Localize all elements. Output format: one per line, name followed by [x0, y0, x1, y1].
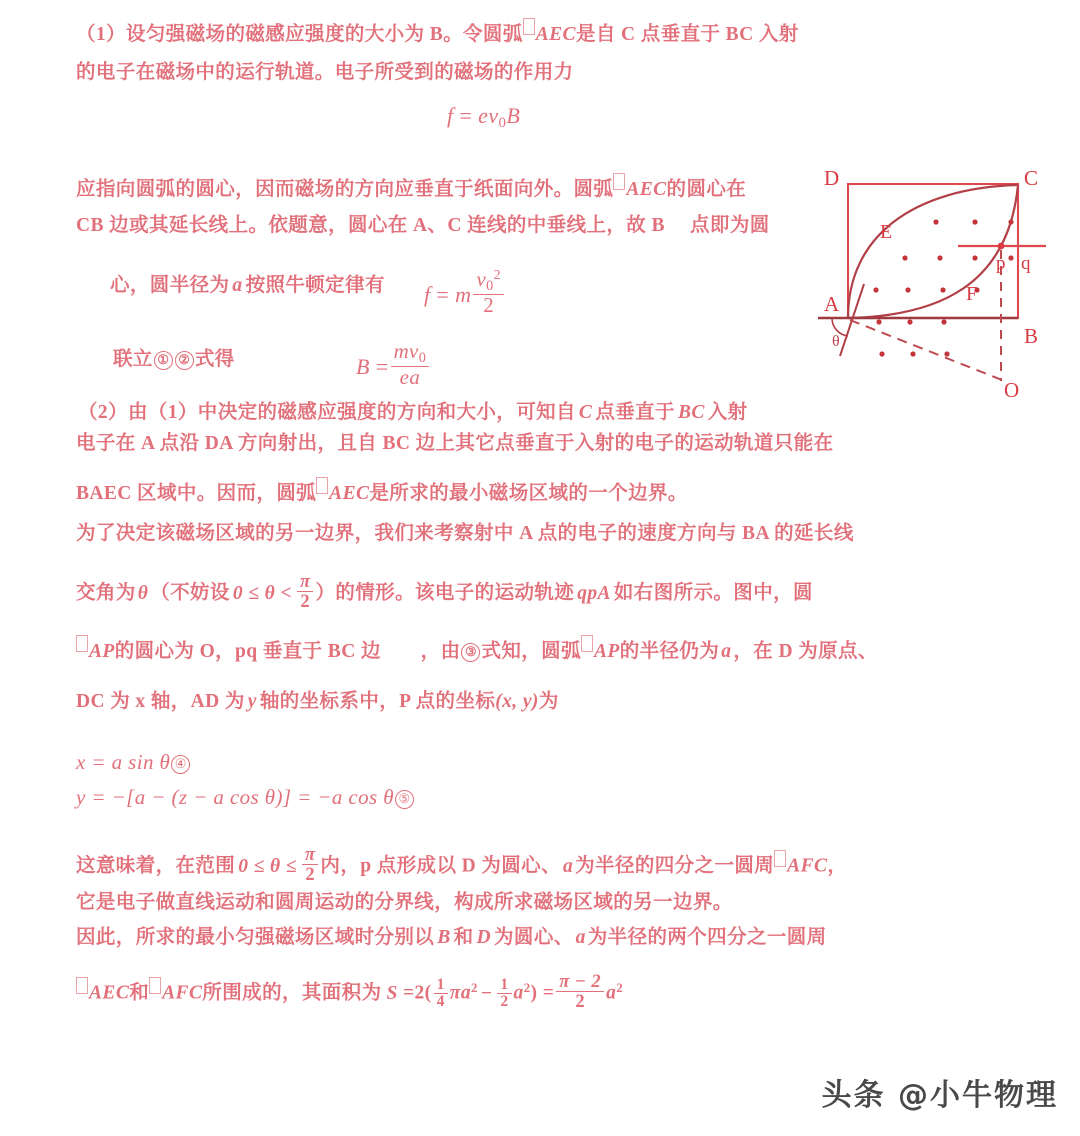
arc-label-aec-1: AEC [535, 24, 576, 45]
diagram-label-O: O [1004, 378, 1020, 402]
formula-B-equals-mv0-over-ea [356, 341, 431, 389]
p2-line-5c: ）的情形。该电子的运动轨迹 [315, 582, 575, 604]
line-3a: 应指向圆弧的圆心，因而磁场的方向应垂直于纸面向外。圆弧 [76, 179, 614, 200]
p2-line-7c: 为 [538, 691, 559, 712]
formula5-expression: y = −[a − (z − a cos θ)] = −a cos θ [76, 785, 394, 809]
arc-label-ap-1: AP [89, 641, 115, 662]
p2-line-1b: 点垂直于 [595, 402, 675, 423]
formula6-equals: = [403, 982, 415, 1004]
p3-line-1a: 这意味着，在范围 [76, 855, 236, 877]
formula3-lhs: B [356, 353, 370, 379]
theta-range-2: 0 ≤ θ ≤ [238, 855, 297, 877]
p4-line-1c: 为圆心、 [494, 927, 574, 948]
formula6-S: S [386, 982, 398, 1004]
diagram-label-A: A [824, 292, 840, 316]
p3-line-1 [76, 845, 847, 885]
formula2-numerator [473, 268, 504, 294]
formula6-one: 1 [436, 975, 445, 993]
two-denominator-1: 2 [297, 591, 314, 611]
p2-line-5a: 交角为 [76, 582, 136, 604]
p2-line-6 [76, 635, 878, 662]
formula6-two-2: 2 [497, 993, 511, 1010]
formula3-equals: = [375, 353, 389, 379]
p2-line-1c: 入射 [707, 402, 748, 423]
arc-glyph-box-icon [774, 850, 786, 867]
p2-line-6d: ，在 D 为原点、 [733, 641, 878, 662]
arc-glyph-box-icon [149, 977, 161, 994]
diagram-label-B: B [1024, 324, 1039, 348]
p4-line-1a: 因此，所求的最小匀强磁场区域时分别以 [76, 927, 435, 948]
p2-line-1 [78, 403, 748, 423]
pi-over-2-fraction-1 [297, 572, 314, 612]
coordinate-pair: (x, y) [495, 691, 539, 712]
p2-line-7a: DC 为 x 轴，AD 为 [76, 691, 245, 712]
eq-marker-1: ① [154, 351, 173, 370]
point-C-ref: C [578, 402, 593, 423]
radius-a-4: a [575, 927, 586, 948]
line-1a: （1）设匀强磁场的磁感应强度的大小为 B。令圆弧 [76, 24, 523, 45]
p2-line-5b: （不妨设 [150, 582, 230, 604]
formula2-denominator: 2 [473, 294, 504, 317]
pi-numerator-1: π [299, 571, 311, 592]
solution-heading-line [76, 18, 799, 45]
eq-marker-2: ② [175, 351, 194, 370]
formula1-v-subscript: 0 [498, 115, 507, 132]
p2-line-1a: （2）由（1）中决定的磁感应强度的方向和大小，可知自 [78, 402, 576, 423]
formula1-lhs: f [447, 103, 454, 128]
formula6-open: 2( [414, 982, 432, 1004]
formula3-sub: 0 [418, 349, 427, 366]
y-axis-symbol: y [247, 691, 257, 712]
formula4-expression: x = a sin θ [76, 750, 171, 774]
formula6-pi-a: πa [449, 982, 471, 1004]
formula1-equals: = [459, 103, 473, 128]
diagram-label-F: F [966, 283, 978, 305]
two-denominator-2: 2 [302, 864, 319, 884]
magnetic-field-region-diagram [818, 166, 1078, 406]
formula1-e: e [478, 103, 489, 128]
line-5 [110, 276, 385, 296]
p2-line-2: 电子在 A 点沿 DA 方向射出，且自 BC 边上其它点垂直于入射的电子的运动轨道只能在 [76, 433, 834, 454]
radius-a-2: a [721, 641, 732, 662]
formula2-m: m [455, 281, 472, 307]
p2-line-7 [76, 692, 559, 712]
p4-line-2b: 所围成的，其面积为 [202, 982, 382, 1004]
formula-f-equals-mv0-squared-over-2 [424, 268, 506, 317]
segment-BC-ref: BC [677, 402, 705, 423]
formula6-result-den: 2 [556, 991, 604, 1011]
formula6-result-fraction [556, 972, 604, 1012]
center-B-ref: B [437, 927, 451, 948]
line-2: 的电子在磁场中的运行轨道。电子所受到的磁场的作用力 [76, 62, 574, 83]
line-1b: 是自 C 点垂直于 BC 入射 [575, 24, 799, 45]
formula3-denominator: ea [391, 366, 430, 389]
p2-line-7b: 轴的坐标系中，P 点的坐标 [259, 691, 496, 712]
arc-label-aec-4: AEC [89, 982, 130, 1004]
formula2-fraction [473, 268, 504, 317]
p4-line-2a: 和 [129, 982, 150, 1004]
p2-line-3 [76, 477, 688, 504]
arc-glyph-box-icon [76, 635, 88, 652]
trajectory-qpA: qpA [577, 582, 611, 604]
theta-symbol-1: θ [137, 582, 149, 604]
formula3-fraction [391, 341, 430, 389]
arc-glyph-box-icon [613, 173, 625, 190]
formula6-result-sup: 2 [616, 981, 624, 996]
p4-line-2 [76, 972, 623, 1012]
diagram-label-theta: θ [832, 333, 841, 350]
line-3b: 的圆心在 [666, 179, 747, 200]
formula2-v: v [476, 266, 487, 291]
p2-line-3b: 是所求的最小磁场区域的一个边界。 [369, 483, 688, 504]
formula6-a-2: a [513, 982, 524, 1004]
formula1-v: v [488, 103, 499, 128]
formula-x-equals-a-sin-theta [76, 752, 191, 774]
line-5a: 心，圆半径为 [110, 275, 230, 296]
line-6 [113, 350, 235, 370]
p4-line-1d: 为半径的两个四分之一圆周 [587, 927, 827, 948]
line-4: CB 边或其延长线上。依题意，圆心在 A、C 连线的中垂线上，故 B 点即为圆 [76, 215, 770, 236]
center-D-ref: D [476, 927, 492, 948]
formula1-B: B [506, 103, 521, 128]
formula2-v-sub: 0 [486, 277, 494, 294]
line-6b: 式得 [194, 349, 235, 370]
arc-glyph-box-icon [523, 18, 535, 35]
line-5b: 按照牛顿定律有 [245, 275, 385, 296]
p2-line-4: 为了决定该磁场区域的另一边界，我们来考察射中 A 点的电子的速度方向与 BA 的延长线 [76, 523, 854, 544]
arc-label-afc-2: AFC [162, 982, 203, 1004]
formula-f-equals-ev0B [447, 105, 520, 131]
formula6-four: 4 [434, 993, 448, 1010]
arc-glyph-box-icon [316, 477, 328, 494]
eq-marker-5: ⑤ [395, 790, 414, 809]
p2-line-6b: 式知，圆弧 [481, 641, 581, 662]
formula6-quarter-fraction [434, 977, 448, 1011]
line-3 [76, 173, 746, 200]
pi-over-2-fraction-2 [302, 845, 319, 885]
formula2-v-sup: 2 [493, 267, 501, 282]
p4-line-1b: 和 [453, 927, 474, 948]
diagram-label-q: q [1021, 253, 1031, 274]
formula6-a-sup-1: 2 [470, 981, 478, 996]
arc-glyph-box-icon [581, 635, 593, 652]
radius-a-1: a [232, 275, 243, 296]
diagram-label-E: E [880, 221, 893, 243]
watermark: 头条 @小牛物理 [821, 1078, 1058, 1113]
formula-y-equals-minus-a-cos-theta [76, 787, 415, 809]
formula6-equals-2: = [542, 982, 555, 1004]
formula6-a-sup-2: 2 [523, 981, 531, 996]
arc-label-ap-2: AP [593, 641, 620, 662]
p3-line-2: 它是电子做直线运动和圆周运动的分界线，构成所求磁场区域的另一边界。 [76, 892, 733, 913]
p3-line-1b: 内，p 点形成以 D 为圆心、 [320, 855, 561, 877]
formula6-result-a: a [606, 982, 617, 1004]
formula6-minus: − [480, 982, 493, 1004]
theta-range-1: 0 ≤ θ < [232, 582, 292, 604]
line-6a: 联立 [113, 349, 153, 370]
arc-glyph-box-icon [76, 977, 88, 994]
formula6-one-2: 1 [500, 975, 509, 993]
diagram-label-p: p [996, 253, 1006, 274]
diagram-label-C: C [1024, 166, 1039, 190]
p2-line-5d: 如右图所示。图中，圆 [613, 582, 813, 604]
eq-marker-4: ④ [171, 755, 190, 774]
formula6-close: ) [530, 982, 538, 1004]
diagram-label-D: D [824, 166, 840, 190]
formula6-pi-minus-2: π − 2 [559, 971, 602, 992]
p3-line-1d: ， [827, 855, 848, 877]
eq-marker-3: ③ [461, 643, 480, 662]
p2-line-3a: BAEC 区域中。因而，圆弧 [76, 483, 317, 504]
formula6-half-fraction [497, 977, 511, 1011]
formula3-mv: mv [393, 339, 419, 363]
p2-line-5 [76, 572, 813, 612]
formula3-numerator [391, 341, 430, 366]
arc-label-afc-1: AFC [787, 855, 828, 877]
pi-numerator-2: π [304, 844, 316, 865]
p2-line-6a: 的圆心为 O，pq 垂直于 BC 边 ，由 [114, 641, 461, 662]
p2-line-6c: 的半径仍为 [619, 641, 720, 662]
p4-line-1 [76, 928, 827, 948]
radius-a-3: a [562, 855, 574, 877]
formula2-lhs: f [424, 281, 431, 307]
formula2-equals: = [436, 281, 450, 307]
arc-label-aec-2: AEC [626, 179, 667, 200]
p3-line-1c: 为半径的四分之一圆周 [575, 855, 775, 877]
arc-label-aec-3: AEC [329, 483, 370, 504]
